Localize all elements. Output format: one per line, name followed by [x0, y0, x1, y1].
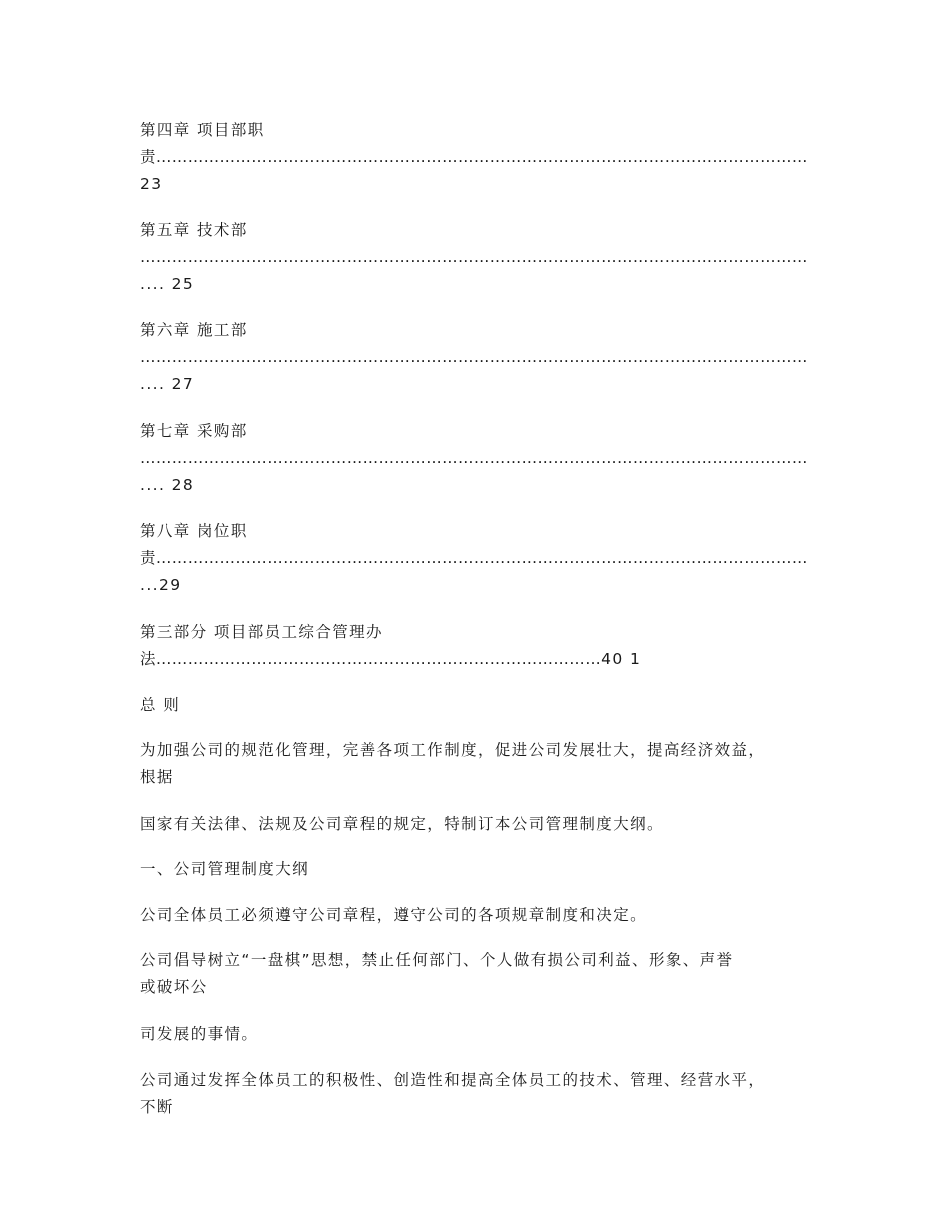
toc-entry-dots: ……………………………………………………………………………………………………………… [140, 449, 808, 467]
toc-entry-page: ...29 [140, 576, 182, 594]
toc-entry-dots: ……………………………………………………………………………………………………………… [140, 248, 808, 266]
toc-entry-lead: 责 [140, 148, 156, 166]
toc-entry-lead: 法 [140, 650, 156, 668]
toc-entry-title: 第八章 岗位职 [140, 522, 248, 540]
paragraph-line: 为加强公司的规范化管理，完善各项工作制度，促进公司发展壮大，提高经济效益， [140, 741, 766, 759]
toc-entry-leader [140, 147, 812, 167]
toc-entry-page: 23 [140, 175, 163, 193]
toc-entry-title: 第六章 施工部 [140, 321, 248, 339]
toc-entry-page: .... 28 [140, 476, 195, 494]
toc-entry-leader [140, 347, 812, 367]
toc-entry-page: 40 1 [601, 650, 642, 668]
toc-entry-dots: …………………………………………………………………………………………………………… [155, 148, 808, 166]
toc-entry-dots: ………………………………………………………………………… [155, 650, 602, 668]
toc-entry-title: 第四章 项目部职 [140, 121, 265, 139]
toc-entry-lead: 责 [140, 549, 156, 567]
paragraph-line: 公司倡导树立“一盘棋”思想，禁止任何部门、个人做有损公司利益、形象、声誉 [140, 951, 734, 969]
section-heading: 总 则 [140, 696, 181, 714]
toc-entry-title: 第七章 采购部 [140, 422, 248, 440]
paragraph-line: 或破坏公 [140, 978, 208, 996]
paragraph-line: 公司通过发挥全体员工的积极性、创造性和提高全体员工的技术、管理、经营水平， [140, 1071, 766, 1089]
section-heading: 一、公司管理制度大纲 [140, 860, 310, 878]
toc-entry-leader [140, 649, 641, 669]
toc-entry-leader [140, 247, 812, 267]
paragraph-line: 不断 [140, 1098, 174, 1116]
paragraph-line: 司发展的事情。 [140, 1025, 259, 1043]
toc-entry-title: 第五章 技术部 [140, 221, 248, 239]
paragraph-line: 根据 [140, 768, 174, 786]
toc-entry-dots: ……………………………………………………………………………………………………………… [140, 348, 808, 366]
toc-entry-title: 第三部分 项目部员工综合管理办 [140, 623, 383, 641]
toc-entry-dots: …………………………………………………………………………………………………………… [155, 549, 808, 567]
toc-entry-leader [140, 448, 812, 468]
toc-entry-page: .... 25 [140, 275, 195, 293]
paragraph-line: 公司全体员工必须遵守公司章程，遵守公司的各项规章制度和决定。 [140, 906, 648, 924]
toc-entry-leader [140, 548, 812, 568]
toc-entry-page: .... 27 [140, 375, 195, 393]
paragraph-line: 国家有关法律、法规及公司章程的规定，特制订本公司管理制度大纲。 [140, 815, 664, 833]
